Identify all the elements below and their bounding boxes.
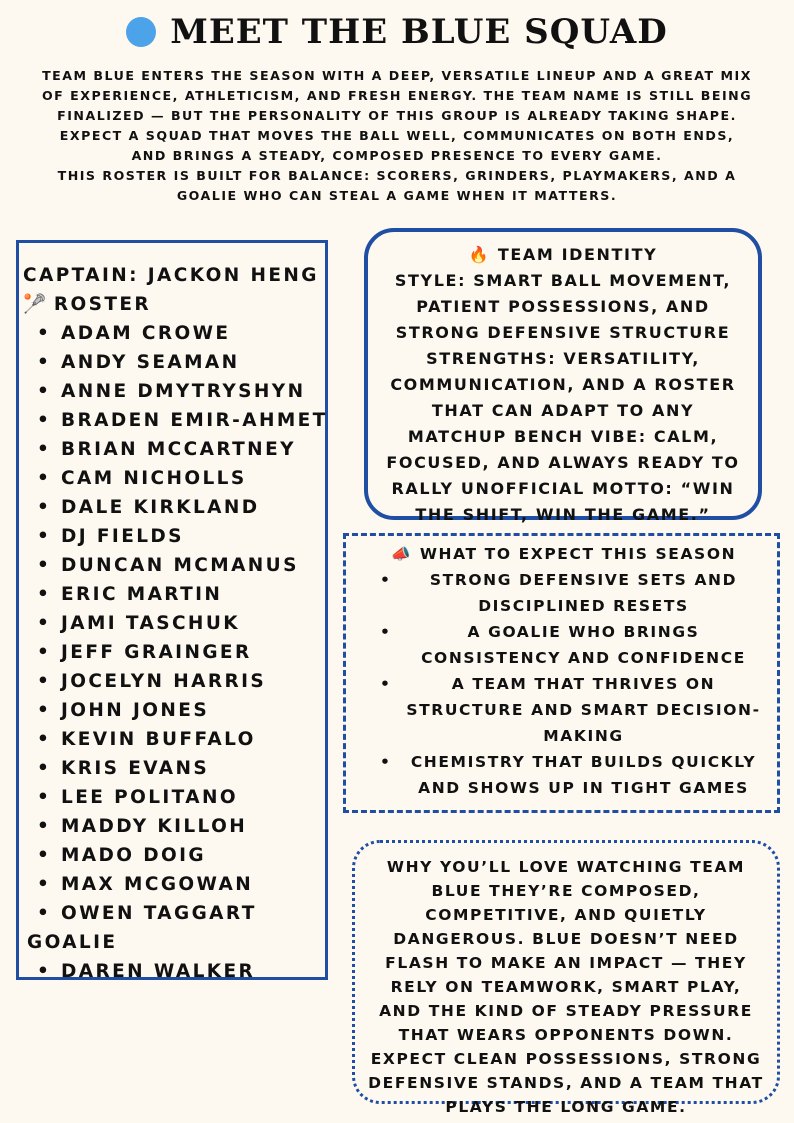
bullet-icon: • bbox=[37, 497, 52, 518]
player-item-name: OWEN TAGGART bbox=[61, 903, 257, 924]
expect-item-text: A TEAM THAT THRIVES ON STRUCTURE AND SMART DECISION-MAKING bbox=[406, 675, 761, 745]
bullet-icon: • bbox=[37, 787, 52, 808]
player-item-name: JEFF GRAINGER bbox=[61, 642, 252, 663]
player-list bbox=[23, 319, 328, 928]
bullet-icon: • bbox=[380, 571, 392, 589]
bullet-icon: • bbox=[37, 323, 52, 344]
player-item-name: DJ FIELDS bbox=[61, 526, 184, 547]
bullet-icon: • bbox=[37, 526, 52, 547]
bullet-icon: • bbox=[37, 758, 52, 779]
goalie-list bbox=[23, 957, 325, 986]
expect-heading bbox=[364, 541, 763, 567]
goalie-item bbox=[23, 957, 325, 986]
bullet-icon: • bbox=[37, 381, 52, 402]
player-item-name: ADAM CROWE bbox=[61, 323, 231, 344]
goalie-item-name: DAREN WALKER bbox=[61, 961, 256, 982]
bullet-icon: • bbox=[380, 753, 392, 771]
player-item-name: MADDY KILLOH bbox=[61, 816, 248, 837]
identity-body: STYLE: SMART BALL MOVEMENT, PATIENT POSSESSIONS, AND STRONG DEFENSIVE STRUCTURE STRENGTHS: VERSATILITY, COMMUNICATION, AND A ROSTER THAT CAN ADAPT TO ANY MATCHUP BENCH VIBE: CALM, FOCUSED, AND ALWAYS READY TO RALLY UNOFFICIAL MOTTO: “WIN THE SHIFT, WIN THE GAME.” bbox=[386, 271, 740, 524]
bullet-icon: • bbox=[37, 729, 52, 750]
player-item bbox=[23, 609, 325, 638]
bullet-icon: • bbox=[37, 903, 52, 924]
expect-item-text: STRONG DEFENSIVE SETS AND DISCIPLINED RESETS bbox=[429, 571, 738, 615]
player-item bbox=[23, 899, 325, 928]
bullet-icon: • bbox=[37, 410, 52, 431]
expect-heading-text: WHAT TO EXPECT THIS SEASON bbox=[419, 545, 737, 563]
player-item bbox=[23, 522, 325, 551]
intro-paragraph-2: THIS ROSTER IS BUILT FOR BALANCE: SCORERS, GRINDERS, PLAYMAKERS, AND A GOALIE WHO CAN STEAL A GAME WHEN IT MATTERS. bbox=[57, 168, 737, 203]
bullet-icon: • bbox=[37, 439, 52, 460]
header bbox=[0, 12, 794, 52]
bullet-icon: • bbox=[380, 675, 392, 693]
bullet-icon: • bbox=[37, 700, 52, 721]
player-item bbox=[23, 638, 325, 667]
goalie-label: GOALIE bbox=[27, 932, 118, 953]
player-item bbox=[23, 319, 325, 348]
player-item bbox=[23, 435, 325, 464]
player-item bbox=[23, 406, 328, 435]
bullet-icon: • bbox=[37, 555, 52, 576]
player-item bbox=[23, 493, 325, 522]
player-item-name: DUNCAN MCMANUS bbox=[61, 555, 299, 576]
player-item bbox=[23, 754, 325, 783]
expect-item bbox=[364, 671, 763, 749]
player-item bbox=[23, 696, 325, 725]
page-title: MEET THE BLUE SQUAD bbox=[170, 12, 668, 52]
expectations-box bbox=[343, 533, 780, 813]
bullet-icon: • bbox=[37, 468, 52, 489]
expect-item-text: CHEMISTRY THAT BUILDS QUICKLY AND SHOWS UP IN TIGHT GAMES bbox=[410, 753, 757, 797]
love-body: WHY YOU’LL LOVE WATCHING TEAM BLUE THEY’RE COMPOSED, COMPETITIVE, AND QUIETLY DANGEROUS. BLUE DOESN’T NEED FLASH TO MAKE AN IMPACT — THEY RELY ON TEAMWORK, SMART PLAY, AND THE KIND OF STEADY PRESSURE THAT WEARS OPPONENTS DOWN. EXPECT CLEAN POSSESSIONS, STRONG DEFENSIVE STANDS, AND A TEAM THAT PLAYS THE LONG GAME. bbox=[368, 858, 764, 1116]
bullet-icon: • bbox=[37, 642, 52, 663]
player-item bbox=[23, 377, 325, 406]
player-item-name: JOHN JONES bbox=[61, 700, 210, 721]
intro bbox=[40, 66, 754, 206]
player-item-name: BRADEN EMIR-AHMET bbox=[61, 410, 328, 431]
bullet-icon: • bbox=[37, 816, 52, 837]
bullet-icon: • bbox=[37, 613, 52, 634]
player-item-name: KEVIN BUFFALO bbox=[61, 729, 256, 750]
player-item bbox=[23, 841, 325, 870]
player-item-name: BRIAN MCCARTNEY bbox=[61, 439, 296, 460]
roster-box bbox=[16, 240, 328, 980]
expect-item bbox=[364, 749, 763, 801]
bullet-icon: • bbox=[37, 874, 52, 895]
player-item-name: KRIS EVANS bbox=[61, 758, 210, 779]
bullet-icon: • bbox=[37, 584, 52, 605]
megaphone-icon: 📣 bbox=[391, 545, 413, 563]
player-item-name: JAMI TASCHUK bbox=[61, 613, 240, 634]
intro-paragraph-1: TEAM BLUE ENTERS THE SEASON WITH A DEEP, VERSATILE LINEUP AND A GREAT MIX OF EXPERIENCE, ATHLETICISM, AND FRESH ENERGY. THE TEAM NAME IS STILL BEING FINALIZED — BUT THE PERSONALITY OF THIS GROUP IS ALREADY TAKING SHAPE. EXPECT A SQUAD THAT MOVES THE BALL WELL, COMMUNICATES ON BOTH ENDS, AND BRINGS A STEADY, COMPOSED PRESENCE TO EVERY GAME. bbox=[41, 68, 753, 163]
captain-label: CAPTAIN: JACKON HENG bbox=[23, 265, 319, 286]
player-item-name: MAX MCGOWAN bbox=[61, 874, 254, 895]
player-item-name: LEE POLITANO bbox=[61, 787, 238, 808]
player-item bbox=[23, 725, 325, 754]
player-item-name: ANNE DMYTRYSHYN bbox=[61, 381, 306, 402]
fire-icon: 🔥 bbox=[468, 245, 491, 264]
roster-heading bbox=[23, 290, 325, 319]
player-item-name: MADO DOIG bbox=[61, 845, 207, 866]
player-item-name: CAM NICHOLLS bbox=[61, 468, 247, 489]
bullet-icon: • bbox=[37, 671, 52, 692]
identity-heading-text: TEAM IDENTITY bbox=[497, 245, 658, 264]
expect-list bbox=[364, 567, 763, 801]
player-item bbox=[23, 580, 325, 609]
identity-heading bbox=[382, 242, 744, 268]
bullet-icon: • bbox=[380, 623, 392, 641]
player-item-name: ANDY SEAMAN bbox=[61, 352, 240, 373]
player-item bbox=[23, 667, 325, 696]
circle-icon bbox=[126, 17, 156, 47]
player-item bbox=[23, 348, 325, 377]
bullet-icon: • bbox=[37, 352, 52, 373]
player-item-name: DALE KIRKLAND bbox=[61, 497, 260, 518]
why-love-box bbox=[352, 840, 780, 1116]
expect-item bbox=[364, 619, 763, 671]
expect-item-text: A GOALIE WHO BRINGS CONSISTENCY AND CONFIDENCE bbox=[421, 623, 746, 667]
player-item bbox=[23, 812, 325, 841]
expect-item bbox=[364, 567, 763, 619]
team-identity-box bbox=[364, 228, 762, 524]
player-item-name: JOCELYN HARRIS bbox=[61, 671, 267, 692]
bullet-icon: • bbox=[37, 961, 52, 982]
player-item-name: ERIC MARTIN bbox=[61, 584, 223, 605]
lacrosse-stick-icon: 🥍 bbox=[23, 294, 49, 315]
player-item bbox=[23, 551, 325, 580]
roster-label: ROSTER bbox=[53, 294, 152, 315]
player-item bbox=[23, 783, 325, 812]
bullet-icon: • bbox=[37, 845, 52, 866]
player-item bbox=[23, 870, 325, 899]
player-item bbox=[23, 464, 325, 493]
